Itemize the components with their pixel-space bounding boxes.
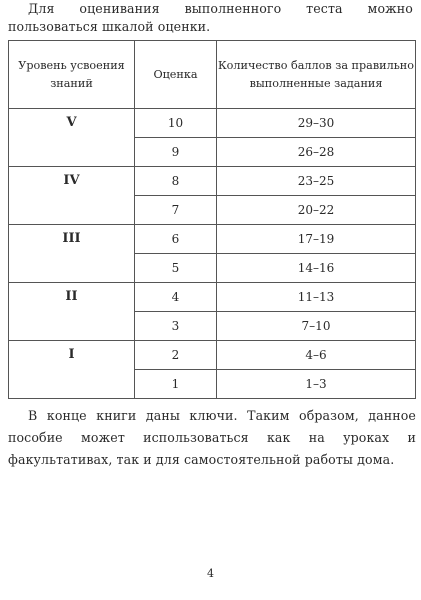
header-points: Количество баллов за правильно выполненные задания <box>217 41 416 109</box>
table-row <box>9 167 416 196</box>
level-cell: V <box>9 109 135 167</box>
grade-cell: 2 <box>135 341 217 370</box>
table-row <box>9 109 416 138</box>
header-grade: Оценка <box>135 41 217 109</box>
intro-paragraph: Для оценивания выполненного теста можно пользоваться шкалой оценки. <box>8 1 413 34</box>
table-row <box>9 283 416 312</box>
points-cell: 11–13 <box>217 283 416 312</box>
points-cell: 23–25 <box>217 167 416 196</box>
table-row <box>9 225 416 254</box>
points-cell: 29–30 <box>217 109 416 138</box>
points-cell: 4–6 <box>217 341 416 370</box>
table-row <box>9 341 416 370</box>
points-cell: 14–16 <box>217 254 416 283</box>
grade-cell: 6 <box>135 225 217 254</box>
grade-cell: 3 <box>135 312 217 341</box>
outro-paragraph: В конце книги даны ключи. Таким образом, данное пособие может использоваться как на уроках и факультативах, так и для самостоятельной работы дома. <box>8 408 416 467</box>
level-cell: IV <box>9 167 135 225</box>
grade-cell: 1 <box>135 370 217 399</box>
level-cell: II <box>9 283 135 341</box>
points-cell: 20–22 <box>217 196 416 225</box>
grade-cell: 7 <box>135 196 217 225</box>
grading-scale-table <box>8 40 416 399</box>
grade-cell: 5 <box>135 254 217 283</box>
level-cell: I <box>9 341 135 399</box>
page-number: 4 <box>207 567 214 580</box>
points-cell: 26–28 <box>217 138 416 167</box>
grade-cell: 9 <box>135 138 217 167</box>
grade-cell: 10 <box>135 109 217 138</box>
points-cell: 17–19 <box>217 225 416 254</box>
level-cell: III <box>9 225 135 283</box>
grade-cell: 4 <box>135 283 217 312</box>
table-header-row <box>9 41 416 109</box>
grade-cell: 8 <box>135 167 217 196</box>
points-cell: 7–10 <box>217 312 416 341</box>
points-cell: 1–3 <box>217 370 416 399</box>
header-knowledge-level: Уровень усвоения знаний <box>9 41 135 109</box>
